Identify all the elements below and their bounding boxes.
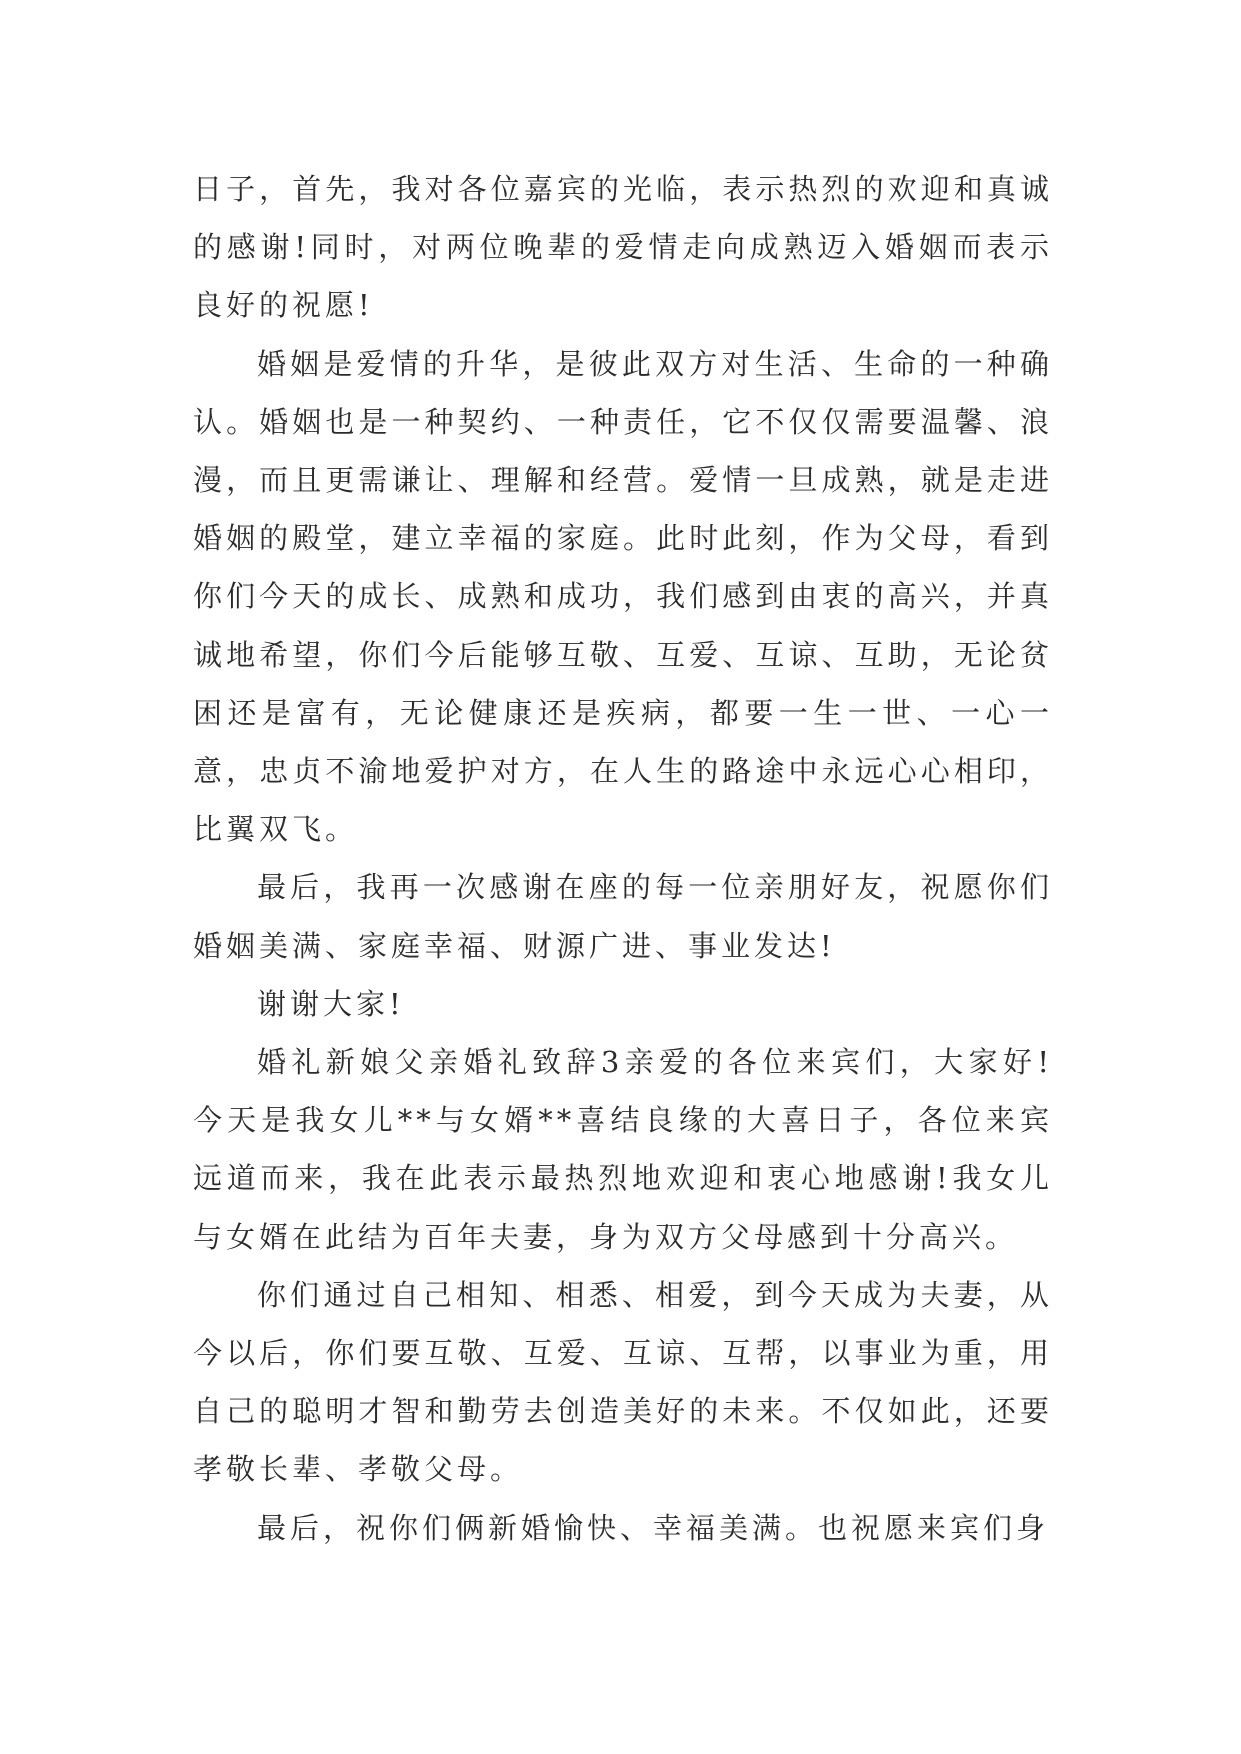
paragraph: 最后，我再一次感谢在座的每一位亲朋好友，祝愿你们婚姻美满、家庭幸福、财源广进、事业发达! xyxy=(193,870,1053,963)
paragraph: 最后，祝你们俩新婚愉快、幸福美满。也祝愿来宾们身 xyxy=(257,1510,1050,1545)
paragraph-continued: 日子，首先，我对各位嘉宾的光临，表示热烈的欢迎和真诚的感谢!同时，对两位晚辈的爱情走向成熟迈入婚姻而表示良好的祝愿! xyxy=(193,172,1053,323)
document-body xyxy=(193,160,1053,1557)
paragraph: 你们通过自己相知、相悉、相爱，到今天成为夫妻，从今以后，你们要互敬、互爱、互谅、互帮，以事业为重，用自己的聪明才智和勤劳去创造美好的未来。不仅如此，还要孝敬长辈、孝敬父母。 xyxy=(193,1277,1053,1487)
paragraph-closing: 谢谢大家! xyxy=(257,986,405,1021)
paragraph: 婚姻是爱情的升华，是彼此双方对生活、生命的一种确认。婚姻也是一种契约、一种责任，它不仅仅需要温馨、浪漫，而且更需谦让、理解和经营。爱情一旦成熟，就是走进婚姻的殿堂，建立幸福的家庭。此时此刻，作为父母，看到你们今天的成长、成熟和成功，我们感到由衷的高兴，并真诚地希望，你们今后能够互敬、互爱、互谅、互助，无论贫困还是富有，无论健康还是疾病，都要一生一世、一心一意，忠贞不渝地爱护对方，在人生的路途中永远心心相印，比翼双飞。 xyxy=(193,346,1053,847)
paragraph: 婚礼新娘父亲婚礼致辞3亲爱的各位来宾们，大家好!今天是我女儿**与女婿**喜结良缘的大喜日子，各位来宾远道而来，我在此表示最热烈地欢迎和衷心地感谢!我女儿与女婿在此结为百年夫妻，身为双方父母感到十分高兴。 xyxy=(193,1045,1053,1254)
